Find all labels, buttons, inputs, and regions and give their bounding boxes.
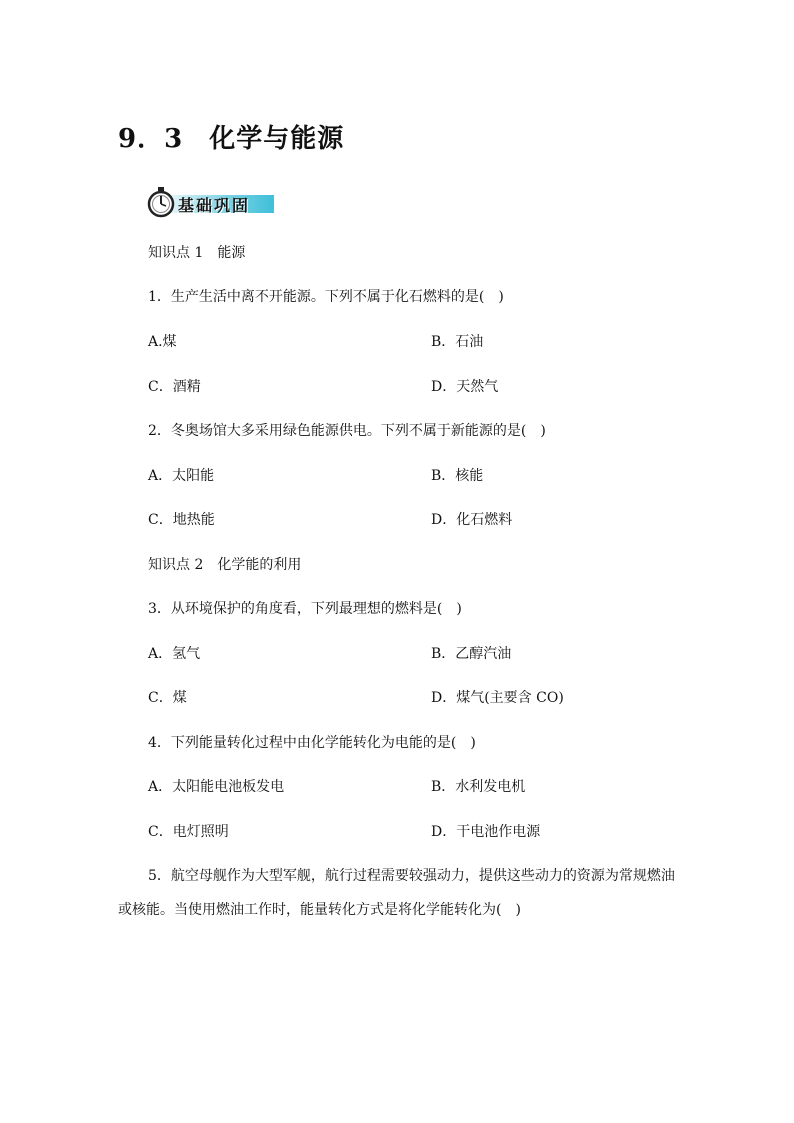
basic-consolidation-badge bbox=[146, 186, 276, 218]
question-stem: 5．航空母舰作为大型军舰，航行过程需要较强动力，提供这些动力的资源为常规燃油 bbox=[148, 868, 675, 884]
option-b: B．石油 bbox=[431, 334, 484, 350]
section-title: 化学与能源 bbox=[209, 124, 345, 154]
question-stem: 3．从环境保护的角度看，下列最理想的燃料是( ) bbox=[148, 601, 462, 617]
option-c: C．地热能 bbox=[148, 512, 215, 528]
section-number: 9．3 bbox=[118, 124, 184, 154]
option-d: D．天然气 bbox=[431, 379, 499, 395]
question-stem: 2．冬奥场馆大多采用绿色能源供电。下列不属于新能源的是( ) bbox=[148, 423, 546, 439]
section-heading: 知识点 2 化学能的利用 bbox=[148, 557, 302, 573]
option-c: C．酒精 bbox=[148, 379, 201, 395]
option-d: D．化石燃料 bbox=[431, 512, 513, 528]
option-c: C．电灯照明 bbox=[148, 824, 229, 840]
option-b: B．水利发电机 bbox=[431, 779, 526, 795]
option-a: A．太阳能 bbox=[148, 468, 215, 484]
option-d: D．干电池作电源 bbox=[431, 824, 541, 840]
option-a: A.煤 bbox=[148, 334, 177, 350]
section-heading: 知识点 1 能源 bbox=[148, 245, 246, 261]
option-b: B．核能 bbox=[431, 468, 484, 484]
option-b: B．乙醇汽油 bbox=[431, 646, 512, 662]
badge-label: 基础巩固 bbox=[178, 196, 251, 215]
option-c: C．煤 bbox=[148, 690, 187, 706]
question-stem-continued: 或核能。当使用燃油工作时，能量转化方式是将化学能转化为( ) bbox=[118, 902, 521, 918]
page-title bbox=[118, 118, 344, 155]
option-a: A．太阳能电池板发电 bbox=[148, 779, 285, 795]
option-a: A．氢气 bbox=[148, 646, 201, 662]
option-d: D．煤气(主要含 CO) bbox=[431, 690, 564, 706]
stopwatch-icon bbox=[146, 186, 176, 218]
question-stem: 1．生产生活中离不开能源。下列不属于化石燃料的是( ) bbox=[148, 289, 504, 305]
question-stem: 4．下列能量转化过程中由化学能转化为电能的是( ) bbox=[148, 735, 476, 751]
